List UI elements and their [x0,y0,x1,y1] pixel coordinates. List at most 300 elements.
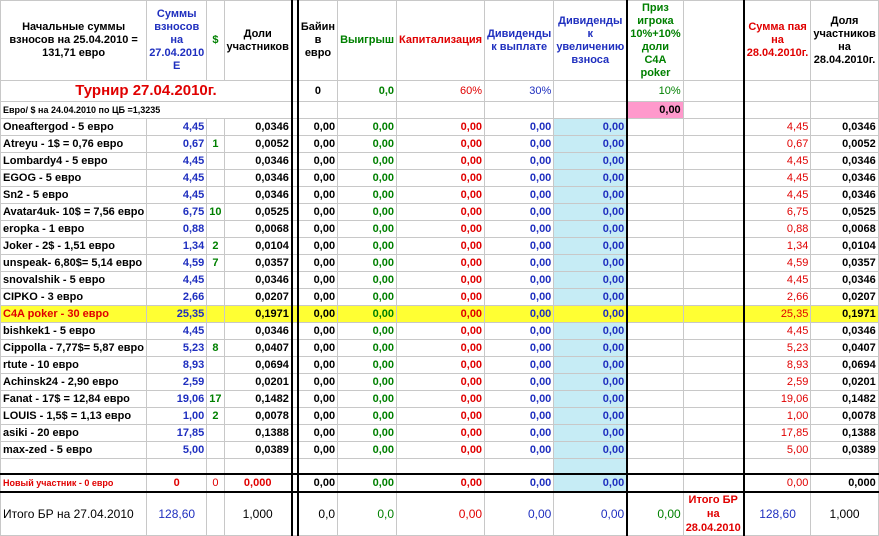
participant-usd[interactable]: 0 [207,474,224,492]
cell[interactable] [627,136,683,153]
participant-share[interactable]: 0,0052 [224,136,292,153]
cell[interactable] [224,459,292,475]
participant-name[interactable]: CIPKO - 3 евро [1,289,147,306]
pay-cell[interactable]: 4,45 [744,153,811,170]
cell[interactable] [683,374,744,391]
prize-value[interactable]: 0,00 [627,102,683,119]
win-cell[interactable]: 0,00 [338,119,397,136]
cell[interactable] [683,289,744,306]
cell[interactable] [627,289,683,306]
div-inc-cell[interactable]: 0,00 [554,187,627,204]
cap-cell[interactable]: 0,00 [397,306,485,323]
div-cell[interactable]: 0,00 [485,255,554,272]
header-div[interactable]: Дивиденды к выплате [485,1,554,81]
participant-usd[interactable] [207,221,224,238]
cell[interactable] [683,255,744,272]
header-usd[interactable]: $ [207,1,224,81]
div-cell[interactable]: 0,00 [485,442,554,459]
participant-share[interactable]: 0,0078 [224,408,292,425]
participant-usd[interactable]: 1 [207,136,224,153]
buyin-cell[interactable]: 0,00 [298,357,338,374]
share2-cell[interactable]: 0,0068 [811,221,878,238]
participant-usd[interactable]: 2 [207,238,224,255]
participant-name[interactable]: Avatar4uk- 10$ = 7,56 евро [1,204,147,221]
participant-name[interactable]: Joker - 2$ - 1,51 евро [1,238,147,255]
participant-name[interactable]: eropka - 1 евро [1,221,147,238]
cell[interactable] [683,170,744,187]
div-inc-cell[interactable]: 0,00 [554,238,627,255]
share2-cell[interactable]: 0,0346 [811,187,878,204]
participant-usd[interactable] [207,306,224,323]
cell[interactable] [627,425,683,442]
cap-cell[interactable]: 0,00 [397,374,485,391]
cap-cell[interactable]: 0,00 [397,255,485,272]
pay-cell[interactable]: 4,45 [744,119,811,136]
participant-name[interactable]: unspeak- 6,80$= 5,14 евро [1,255,147,272]
participant-name[interactable]: rtute - 10 евро [1,357,147,374]
share2-cell[interactable]: 0,1482 [811,391,878,408]
participant-usd[interactable] [207,289,224,306]
tournament-prize[interactable]: 10% [627,81,683,102]
div-inc-cell[interactable]: 0,00 [554,119,627,136]
win-cell[interactable]: 0,00 [338,153,397,170]
participant-sum[interactable]: 25,35 [147,306,207,323]
participant-sum[interactable]: 4,45 [147,323,207,340]
cap-cell[interactable]: 0,00 [397,323,485,340]
win-cell[interactable]: 0,00 [338,425,397,442]
cell[interactable] [298,102,338,119]
participant-name[interactable]: LOUIS - 1,5$ = 1,13 евро [1,408,147,425]
cell[interactable] [683,391,744,408]
participant-name[interactable]: Oneaftergod - 5 евро [1,119,147,136]
div-cell[interactable]: 0,00 [485,474,554,492]
win-cell[interactable]: 0,00 [338,442,397,459]
participant-sum[interactable]: 8,93 [147,357,207,374]
cap-cell[interactable]: 0,00 [397,238,485,255]
pay-cell[interactable]: 2,59 [744,374,811,391]
participant-sum[interactable]: 4,59 [147,255,207,272]
cap-cell[interactable]: 0,00 [397,391,485,408]
div-cell[interactable]: 0,00 [485,221,554,238]
header-shares[interactable]: Доли участников [224,1,292,81]
tournament-buyin[interactable]: 0 [298,81,338,102]
share2-cell[interactable]: 0,0346 [811,119,878,136]
participant-sum[interactable]: 2,66 [147,289,207,306]
cell[interactable] [627,170,683,187]
total-share[interactable]: 1,000 [224,492,292,536]
cell[interactable] [338,459,397,475]
div-inc-cell[interactable]: 0,00 [554,357,627,374]
cell[interactable] [207,459,224,475]
header-div-inc[interactable]: Дивиденды к увеличению взноса [554,1,627,81]
win-cell[interactable]: 0,00 [338,170,397,187]
div-cell[interactable]: 0,00 [485,170,554,187]
participant-usd[interactable] [207,323,224,340]
div-inc-cell[interactable]: 0,00 [554,425,627,442]
cell[interactable] [683,187,744,204]
cap-cell[interactable]: 0,00 [397,340,485,357]
participant-share[interactable]: 0,0346 [224,153,292,170]
header-prize[interactable]: Приз игрока 10%+10% доли C4A poker [627,1,683,81]
cap-cell[interactable]: 0,00 [397,221,485,238]
cell[interactable] [683,221,744,238]
tournament-div[interactable]: 30% [485,81,554,102]
participant-sum[interactable]: 1,00 [147,408,207,425]
participant-sum[interactable]: 0 [147,474,207,492]
buyin-cell[interactable]: 0,00 [298,425,338,442]
share2-cell[interactable]: 0,1388 [811,425,878,442]
total-pay[interactable]: 128,60 [744,492,811,536]
participant-name[interactable]: Новый участник - 0 евро [1,474,147,492]
share2-cell[interactable]: 0,0694 [811,357,878,374]
participant-usd[interactable]: 7 [207,255,224,272]
buyin-cell[interactable]: 0,00 [298,289,338,306]
div-cell[interactable]: 0,00 [485,340,554,357]
cell[interactable] [627,459,683,475]
pay-cell[interactable]: 1,00 [744,408,811,425]
pay-cell[interactable]: 17,85 [744,425,811,442]
div-inc-cell[interactable]: 0,00 [554,323,627,340]
div-cell[interactable]: 0,00 [485,425,554,442]
participant-sum[interactable]: 4,45 [147,119,207,136]
total-buy[interactable]: 0,0 [298,492,338,536]
participant-usd[interactable] [207,357,224,374]
buyin-cell[interactable]: 0,00 [298,136,338,153]
div-inc-cell[interactable]: 0,00 [554,474,627,492]
cell[interactable] [397,102,485,119]
total-win[interactable]: 0,0 [338,492,397,536]
total-inc[interactable]: 0,00 [554,492,627,536]
div-cell[interactable]: 0,00 [485,272,554,289]
cell[interactable] [554,102,627,119]
share2-cell[interactable]: 0,000 [811,474,878,492]
div-inc-cell[interactable]: 0,00 [554,204,627,221]
participant-usd[interactable]: 10 [207,204,224,221]
div-inc-cell[interactable]: 0,00 [554,408,627,425]
div-inc-cell[interactable]: 0,00 [554,272,627,289]
cell[interactable] [811,459,878,475]
participant-sum[interactable]: 5,00 [147,442,207,459]
buyin-cell[interactable]: 0,00 [298,238,338,255]
header-initial-sums[interactable]: Начальные суммы взносов на 25.04.2010 = 131,71 евро [1,1,147,81]
div-inc-cell[interactable]: 0,00 [554,340,627,357]
participant-share[interactable]: 0,0346 [224,187,292,204]
participant-name[interactable]: Cippolla - 7,77$= 5,87 евро [1,340,147,357]
total-label[interactable]: Итого БР на 27.04.2010 [1,492,147,536]
cell[interactable] [683,425,744,442]
win-cell[interactable]: 0,00 [338,474,397,492]
cell[interactable] [744,81,811,102]
cell[interactable] [683,306,744,323]
tournament-title[interactable]: Турнир 27.04.2010г. [1,81,292,102]
pay-cell[interactable]: 4,45 [744,170,811,187]
cell[interactable] [744,102,811,119]
buyin-cell[interactable]: 0,00 [298,255,338,272]
participant-sum[interactable]: 4,45 [147,170,207,187]
div-cell[interactable]: 0,00 [485,187,554,204]
cell[interactable] [683,153,744,170]
share2-cell[interactable]: 0,0346 [811,272,878,289]
cell[interactable] [627,391,683,408]
cell[interactable] [627,357,683,374]
div-cell[interactable]: 0,00 [485,391,554,408]
div-cell[interactable]: 0,00 [485,204,554,221]
participant-share[interactable]: 0,0346 [224,323,292,340]
cell[interactable] [683,119,744,136]
share2-cell[interactable]: 0,0389 [811,442,878,459]
cell[interactable] [627,474,683,492]
cell[interactable] [627,255,683,272]
div-inc-cell[interactable]: 0,00 [554,221,627,238]
participant-sum[interactable]: 0,67 [147,136,207,153]
buyin-cell[interactable]: 0,00 [298,153,338,170]
cell[interactable] [627,204,683,221]
participant-share[interactable]: 0,0694 [224,357,292,374]
cell[interactable] [683,136,744,153]
cell[interactable] [683,81,744,102]
participant-usd[interactable]: 8 [207,340,224,357]
participant-sum[interactable]: 19,06 [147,391,207,408]
div-inc-cell[interactable]: 0,00 [554,255,627,272]
div-inc-cell[interactable]: 0,00 [554,289,627,306]
rate-text[interactable]: Евро/ $ на 24.04.2010 по ЦБ =1,3235 [1,102,292,119]
div-cell[interactable]: 0,00 [485,289,554,306]
win-cell[interactable]: 0,00 [338,255,397,272]
share2-cell[interactable]: 0,0357 [811,255,878,272]
buyin-cell[interactable]: 0,00 [298,391,338,408]
cell[interactable] [683,102,744,119]
cell[interactable] [683,238,744,255]
participant-usd[interactable] [207,170,224,187]
participant-share[interactable]: 0,0357 [224,255,292,272]
participant-sum[interactable]: 5,23 [147,340,207,357]
pay-cell[interactable]: 19,06 [744,391,811,408]
win-cell[interactable]: 0,00 [338,238,397,255]
buyin-cell[interactable]: 0,00 [298,340,338,357]
cell[interactable] [627,221,683,238]
div-cell[interactable]: 0,00 [485,119,554,136]
cell[interactable] [744,459,811,475]
pay-cell[interactable]: 8,93 [744,357,811,374]
cell[interactable] [554,459,627,475]
total-prize[interactable]: 0,00 [627,492,683,536]
participant-name[interactable]: max-zed - 5 евро [1,442,147,459]
win-cell[interactable]: 0,00 [338,374,397,391]
div-inc-cell[interactable]: 0,00 [554,391,627,408]
participant-name[interactable]: Atreyu - 1$ = 0,76 евро [1,136,147,153]
pay-cell[interactable]: 0,67 [744,136,811,153]
cell[interactable] [683,272,744,289]
participant-usd[interactable] [207,187,224,204]
tournament-cap[interactable]: 60% [397,81,485,102]
cell[interactable] [627,306,683,323]
cap-cell[interactable]: 0,00 [397,408,485,425]
header-cap[interactable]: Капитализация [397,1,485,81]
div-inc-cell[interactable]: 0,00 [554,153,627,170]
participant-usd[interactable] [207,272,224,289]
cell[interactable] [485,459,554,475]
cap-cell[interactable]: 0,00 [397,119,485,136]
cell[interactable] [683,459,744,475]
win-cell[interactable]: 0,00 [338,136,397,153]
participant-share[interactable]: 0,0207 [224,289,292,306]
header-share2[interactable]: Доля участников на 28.04.2010г. [811,1,878,81]
cell[interactable] [683,442,744,459]
participant-usd[interactable] [207,374,224,391]
buyin-cell[interactable]: 0,00 [298,442,338,459]
share2-cell[interactable]: 0,0346 [811,170,878,187]
div-cell[interactable]: 0,00 [485,408,554,425]
total-div[interactable]: 0,00 [485,492,554,536]
participant-name[interactable]: asiki - 20 евро [1,425,147,442]
cell[interactable] [397,459,485,475]
cap-cell[interactable]: 0,00 [397,170,485,187]
participant-name[interactable]: Sn2 - 5 евро [1,187,147,204]
participant-name[interactable]: C4A poker - 30 евро [1,306,147,323]
cap-cell[interactable]: 0,00 [397,442,485,459]
participant-usd[interactable]: 17 [207,391,224,408]
cell[interactable] [683,357,744,374]
participant-share[interactable]: 0,1482 [224,391,292,408]
participant-share[interactable]: 0,1388 [224,425,292,442]
div-cell[interactable]: 0,00 [485,153,554,170]
pay-cell[interactable]: 4,59 [744,255,811,272]
cell[interactable] [683,204,744,221]
cell[interactable] [683,323,744,340]
cap-cell[interactable]: 0,00 [397,289,485,306]
cell[interactable] [1,459,147,475]
buyin-cell[interactable]: 0,00 [298,408,338,425]
cap-cell[interactable]: 0,00 [397,474,485,492]
participant-name[interactable]: Achinsk24 - 2,90 евро [1,374,147,391]
buyin-cell[interactable]: 0,00 [298,306,338,323]
buyin-cell[interactable]: 0,00 [298,204,338,221]
participant-sum[interactable]: 17,85 [147,425,207,442]
participant-sum[interactable]: 6,75 [147,204,207,221]
div-cell[interactable]: 0,00 [485,136,554,153]
pay-cell[interactable]: 25,35 [744,306,811,323]
win-cell[interactable]: 0,00 [338,357,397,374]
share2-cell[interactable]: 0,0052 [811,136,878,153]
share2-cell[interactable]: 0,0078 [811,408,878,425]
total-sum[interactable]: 128,60 [147,492,207,536]
div-inc-cell[interactable]: 0,00 [554,374,627,391]
cap-cell[interactable]: 0,00 [397,136,485,153]
cell[interactable] [207,492,224,536]
cell[interactable] [683,408,744,425]
cell[interactable] [811,102,878,119]
cell[interactable] [485,102,554,119]
win-cell[interactable]: 0,00 [338,289,397,306]
cell[interactable] [627,272,683,289]
cell[interactable] [683,474,744,492]
cell[interactable] [627,323,683,340]
participant-share[interactable]: 0,000 [224,474,292,492]
buyin-cell[interactable]: 0,00 [298,474,338,492]
cell[interactable] [627,187,683,204]
div-cell[interactable]: 0,00 [485,374,554,391]
participant-usd[interactable] [207,425,224,442]
tournament-win[interactable]: 0,0 [338,81,397,102]
pay-cell[interactable]: 5,00 [744,442,811,459]
div-inc-cell[interactable]: 0,00 [554,306,627,323]
participant-name[interactable]: bishkek1 - 5 евро [1,323,147,340]
participant-share[interactable]: 0,0346 [224,170,292,187]
cell[interactable] [627,340,683,357]
participant-name[interactable]: Lombardy4 - 5 евро [1,153,147,170]
participant-share[interactable]: 0,0525 [224,204,292,221]
buyin-cell[interactable]: 0,00 [298,170,338,187]
share2-cell[interactable]: 0,0207 [811,289,878,306]
pay-cell[interactable]: 6,75 [744,204,811,221]
cap-cell[interactable]: 0,00 [397,153,485,170]
cell[interactable] [627,119,683,136]
share2-cell[interactable]: 0,0525 [811,204,878,221]
pay-cell[interactable]: 0,00 [744,474,811,492]
participant-name[interactable]: EGOG - 5 евро [1,170,147,187]
header-win[interactable]: Выигрыш [338,1,397,81]
pay-cell[interactable]: 4,45 [744,187,811,204]
div-inc-cell[interactable]: 0,00 [554,170,627,187]
pay-cell[interactable]: 2,66 [744,289,811,306]
share2-cell[interactable]: 0,0407 [811,340,878,357]
participant-sum[interactable]: 4,45 [147,272,207,289]
pay-cell[interactable]: 5,23 [744,340,811,357]
win-cell[interactable]: 0,00 [338,187,397,204]
participant-share[interactable]: 0,0407 [224,340,292,357]
buyin-cell[interactable]: 0,00 [298,119,338,136]
cell[interactable] [627,442,683,459]
participant-share[interactable]: 0,0068 [224,221,292,238]
pay-cell[interactable]: 1,34 [744,238,811,255]
participant-sum[interactable]: 0,88 [147,221,207,238]
participant-sum[interactable]: 2,59 [147,374,207,391]
participant-usd[interactable] [207,153,224,170]
header-sums[interactable]: Суммы взносов на 27.04.2010 Е [147,1,207,81]
header-buyin[interactable]: Байин в евро [298,1,338,81]
div-inc-cell[interactable]: 0,00 [554,442,627,459]
header-pay[interactable]: Сумма пая на 28.04.2010г. [744,1,811,81]
cell[interactable] [147,459,207,475]
div-cell[interactable]: 0,00 [485,238,554,255]
share2-cell[interactable]: 0,1971 [811,306,878,323]
pay-cell[interactable]: 4,45 [744,323,811,340]
participant-usd[interactable] [207,119,224,136]
div-cell[interactable]: 0,00 [485,306,554,323]
total-share2[interactable]: 1,000 [811,492,878,536]
participant-share[interactable]: 0,0389 [224,442,292,459]
cell[interactable] [627,408,683,425]
participant-sum[interactable]: 1,34 [147,238,207,255]
cap-cell[interactable]: 0,00 [397,425,485,442]
buyin-cell[interactable]: 0,00 [298,221,338,238]
cap-cell[interactable]: 0,00 [397,204,485,221]
win-cell[interactable]: 0,00 [338,204,397,221]
div-cell[interactable]: 0,00 [485,323,554,340]
cell[interactable] [298,459,338,475]
participant-usd[interactable]: 2 [207,408,224,425]
cell[interactable] [627,153,683,170]
cell[interactable] [627,238,683,255]
div-inc-cell[interactable]: 0,00 [554,136,627,153]
header-gap2[interactable] [683,1,744,81]
pay-cell[interactable]: 0,88 [744,221,811,238]
participant-name[interactable]: Fanat - 17$ = 12,84 евро [1,391,147,408]
share2-cell[interactable]: 0,0201 [811,374,878,391]
cell[interactable] [811,81,878,102]
participant-share[interactable]: 0,0104 [224,238,292,255]
participant-share[interactable]: 0,0346 [224,119,292,136]
